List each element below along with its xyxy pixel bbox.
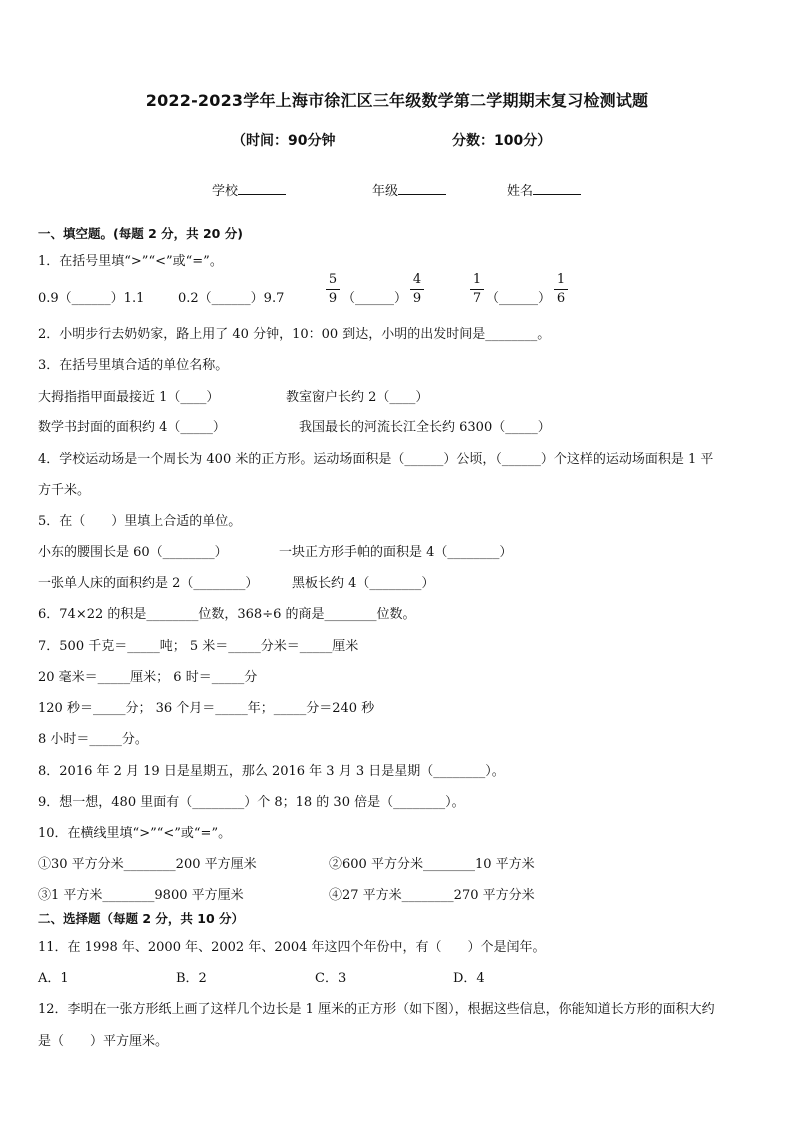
q1-fraction-c-right <box>410 272 424 307</box>
exam-score: 分数：100分） <box>452 133 552 149</box>
q11-option-a[interactable]: A．1 <box>38 971 69 986</box>
name-blank[interactable] <box>533 181 581 195</box>
q5-item-a: 小东的腰围长是 60（________） <box>38 545 228 560</box>
fraction-numerator: 1 <box>472 272 482 287</box>
name-field[interactable] <box>507 180 581 199</box>
q12-line1: 12．李明在一张方形纸上画了这样几个边长是 1 厘米的正方形（如下图），根据这些信息，你能知道长方形的面积大约 <box>38 1002 715 1017</box>
q3-item-d: 我国最长的河流长江全长约 6300（_____） <box>299 420 551 435</box>
name-label: 姓名 <box>507 184 534 199</box>
fraction-denominator: 9 <box>412 291 422 306</box>
q11-option-b[interactable]: B．2 <box>176 971 207 986</box>
q7-line2: 20 毫米＝_____厘米； 6 时＝_____分 <box>38 670 258 685</box>
q5-item-b: 一块正方形手帕的面积是 4（________） <box>279 545 513 560</box>
q7-line1: 7．500 千克＝_____吨； 5 米＝_____分米＝_____厘米 <box>38 639 359 654</box>
q7-line4: 8 小时＝_____分。 <box>38 732 148 747</box>
fraction-numerator: 1 <box>556 272 566 287</box>
grade-field[interactable] <box>372 180 446 199</box>
q1-item-c-blank: （______） <box>342 291 408 306</box>
q1-fraction-d-right <box>554 272 568 307</box>
section-1-heading: 一、填空题。(每题 2 分，共 20 分) <box>38 226 243 241</box>
q3-item-b: 教室窗户长约 2（____） <box>286 390 429 405</box>
q11-option-d[interactable]: D．4 <box>453 971 485 986</box>
q1-fraction-d-left <box>470 272 484 307</box>
q5-stem: 5．在（ ）里填上合适的单位。 <box>38 514 242 529</box>
fraction-numerator: 5 <box>328 272 338 287</box>
q5-item-d: 黑板长约 4（________） <box>292 576 435 591</box>
fraction-bar <box>410 289 424 290</box>
grade-blank[interactable] <box>398 181 446 195</box>
q10-item-a: ①30 平方分米________200 平方厘米 <box>38 857 257 872</box>
q10-item-d: ④27 平方米________270 平方分米 <box>329 888 535 903</box>
q3-item-a: 大拇指指甲面最接近 1（____） <box>38 390 220 405</box>
fraction-denominator: 9 <box>328 291 338 306</box>
school-field[interactable] <box>212 180 286 199</box>
q6: 6．74×22 的积是________位数，368÷6 的商是________位数。 <box>38 607 416 622</box>
q9: 9．想一想，480 里面有（________）个 8；18 的 30 倍是（________）。 <box>38 795 465 810</box>
fraction-denominator: 6 <box>556 291 566 306</box>
school-blank[interactable] <box>238 181 286 195</box>
school-label: 学校 <box>212 184 239 199</box>
fraction-numerator: 4 <box>412 272 422 287</box>
q2: 2．小明步行去奶奶家，路上用了 40 分钟，10：00 到达，小明的出发时间是________。 <box>38 327 551 342</box>
q11-stem: 11．在 1998 年、2000 年、2002 年、2004 年这四个年份中，有（ ）个是闰年。 <box>38 940 546 955</box>
q11-option-c[interactable]: C．3 <box>315 971 347 986</box>
page-title: 2022-2023学年上海市徐汇区三年级数学第二学期期末复习检测试题 <box>145 91 649 110</box>
q1-item-d-blank: （______） <box>486 291 552 306</box>
q3-item-c: 数学书封面的面积约 4（_____） <box>38 420 226 435</box>
q4-line1: 4．学校运动场是一个周长为 400 米的正方形。运动场面积是（______）公顷，（______）个这样的运动场面积是 1 平 <box>38 452 714 467</box>
q1-item-b: 0.2（______）9.7 <box>178 291 285 306</box>
q10-stem: 10．在横线里填“>”“<”或“=”。 <box>38 826 232 841</box>
q3-stem: 3．在括号里填合适的单位名称。 <box>38 358 229 373</box>
q8: 8．2016 年 2 月 19 日是星期五，那么 2016 年 3 月 3 日是星期（________）。 <box>38 764 505 779</box>
exam-time: （时间：90分钟 <box>232 133 336 149</box>
fraction-denominator: 7 <box>472 291 482 306</box>
q10-item-c: ③1 平方米________9800 平方厘米 <box>38 888 244 903</box>
section-2-heading: 二、选择题（每题 2 分，共 10 分） <box>38 911 245 926</box>
q5-item-c: 一张单人床的面积约是 2（________） <box>38 576 259 591</box>
q4-line2: 方千米。 <box>38 483 91 498</box>
q1-item-a: 0.9（______）1.1 <box>38 291 145 306</box>
q12-line2: 是（ ）平方厘米。 <box>38 1034 169 1049</box>
grade-label: 年级 <box>372 184 399 199</box>
fraction-bar <box>326 289 340 290</box>
fraction-bar <box>470 289 484 290</box>
q10-item-b: ②600 平方分米________10 平方米 <box>329 857 535 872</box>
q7-line3: 120 秒＝_____分； 36 个月＝_____年；_____分＝240 秒 <box>38 701 375 716</box>
q1-stem: 1．在括号里填“>”“<”或“=”。 <box>38 254 223 269</box>
fraction-bar <box>554 289 568 290</box>
q1-fraction-c-left <box>326 272 340 307</box>
